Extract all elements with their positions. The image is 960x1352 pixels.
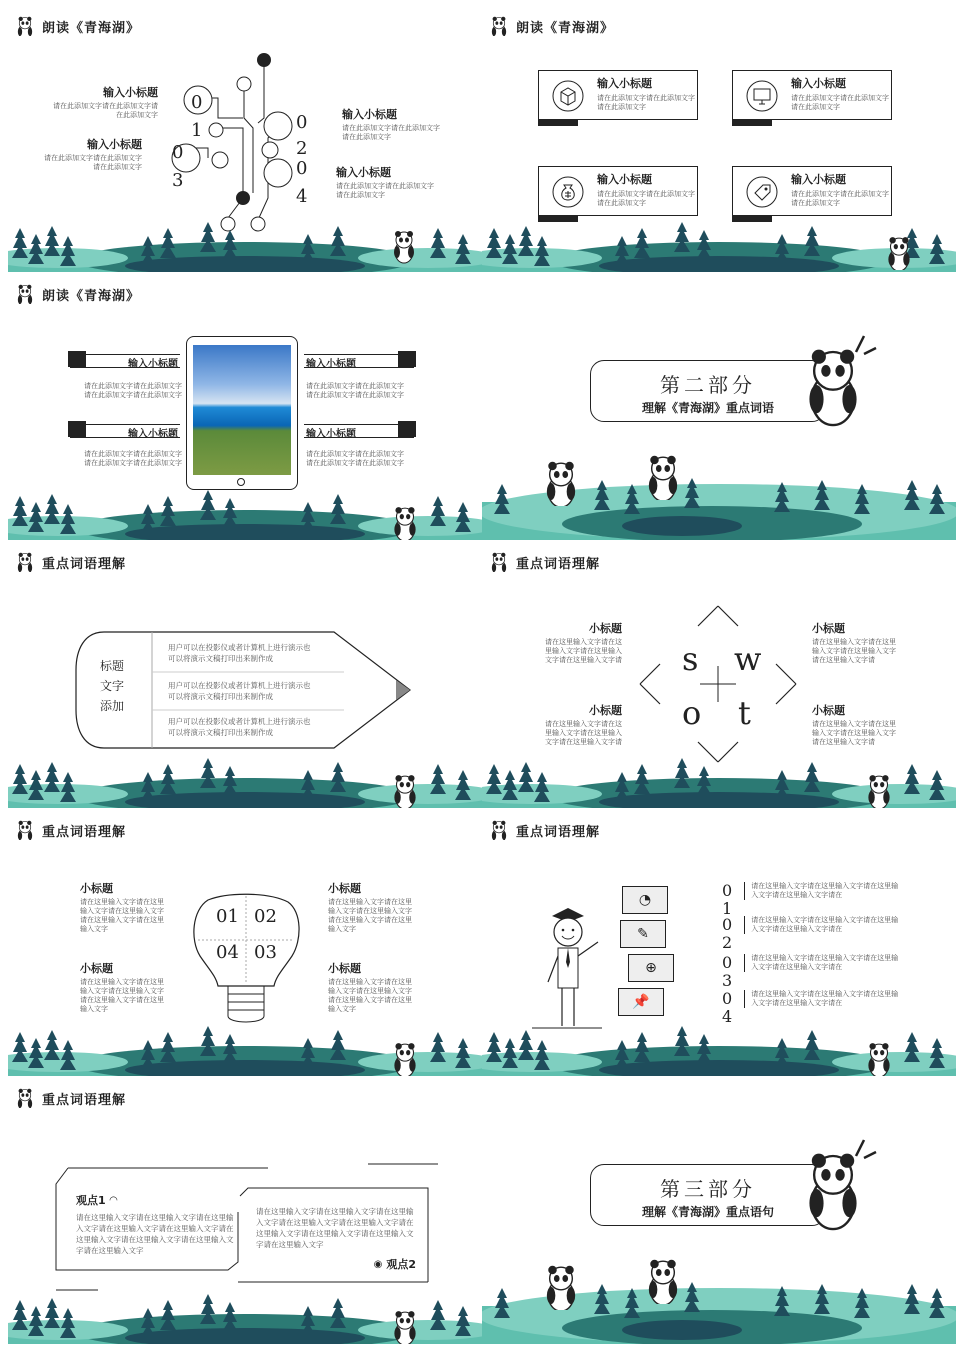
item-title: 小标题 <box>328 962 361 975</box>
list-item-4 <box>722 990 902 1026</box>
card-text: 请在此添加文字请在此添加文字请在此添加文字 <box>791 94 889 111</box>
item-text: 请在这里输入文字请在这里输入文字请在这里输入文字请在这里输入文字请 <box>545 638 622 664</box>
card-text: 请在此添加文字请在此添加文字请在此添加文字 <box>597 94 695 111</box>
pencil-icon: ✎ <box>637 926 649 942</box>
tag-icon <box>745 175 779 209</box>
panda-dancing <box>544 1264 578 1310</box>
section-card <box>590 1164 826 1226</box>
header-title: 重点词语理解 <box>42 556 127 572</box>
item-text: 请在此添加文字请在此添加文字请在此添加文字 <box>44 154 142 171</box>
item-title: 小标题 <box>80 962 113 975</box>
slide-header <box>488 552 600 572</box>
bulb-num-02: 02 <box>254 906 277 927</box>
card-1 <box>538 70 698 120</box>
slide-header <box>14 1088 126 1108</box>
pencil-row-3: 用户可以在投影仪或者计算机上进行演示也可以将演示文稿打印出来制作成 <box>168 717 311 737</box>
slide-7 <box>8 812 482 1076</box>
panda-icon <box>14 16 36 36</box>
pin-card <box>618 988 664 1016</box>
icon-stack <box>616 886 676 1026</box>
banner-text: 请在此添加文字请在此添加文字请在此添加文字请在此添加文字 <box>306 450 404 467</box>
banner-title: 输入小标题 <box>306 359 356 370</box>
num-01-a: 0 <box>191 92 203 113</box>
slide-6 <box>482 544 956 808</box>
viewpoint-1 <box>76 1192 236 1256</box>
slide-4 <box>482 276 956 540</box>
panda-icon <box>488 16 510 36</box>
section-title: 第三部分 <box>660 1177 756 1201</box>
banner-title: 输入小标题 <box>306 429 356 440</box>
item-text: 请在这里输入文字请在这里输入文字请在这里输入文字请在这里输入文字请在这里输入文字 <box>80 978 164 1013</box>
header-title: 朗读《青海湖》 <box>516 20 615 36</box>
section-card <box>590 360 826 422</box>
bulb-item-3 <box>80 960 166 1014</box>
panda-icon <box>14 1088 36 1108</box>
panda-mascot <box>392 774 418 808</box>
card-text: 请在此添加文字请在此添加文字请在此添加文字 <box>791 190 889 207</box>
globe-card <box>628 954 674 982</box>
exclaim-marks <box>850 332 880 362</box>
panda-standing <box>646 454 680 500</box>
card-title: 输入小标题 <box>791 77 846 90</box>
list-item-3 <box>722 954 902 990</box>
item-title: 小标题 <box>80 882 113 895</box>
bulb-item-1 <box>80 880 166 934</box>
swot-s: s <box>682 640 699 678</box>
slide-header <box>14 552 126 572</box>
swot-diamond <box>638 604 798 764</box>
slide-1 <box>8 8 482 272</box>
item-text: 请在此添加文字请在此添加文字请在此添加文字 <box>53 102 158 119</box>
section-title: 第二部分 <box>660 373 756 397</box>
panda-icon <box>14 820 36 840</box>
pencil-row-1: 用户可以在投影仪或者计算机上进行演示也可以将演示文稿打印出来制作成 <box>168 643 311 663</box>
bulb-num-01: 01 <box>216 906 239 927</box>
bulb-num-03: 03 <box>254 942 277 963</box>
card-text: 请在此添加文字请在此添加文字请在此添加文字 <box>597 190 695 207</box>
item-title: 小标题 <box>812 704 845 717</box>
slide-header <box>14 820 126 840</box>
viewpoint-2 <box>256 1206 416 1272</box>
item-title: 小标题 <box>589 704 622 717</box>
item-title: 小标题 <box>812 622 845 635</box>
item-text: 请在这里输入文字请在这里输入文字请在这里输入文字请在这里输入文字请 <box>812 638 896 664</box>
list-item-1 <box>722 882 902 918</box>
item-3 <box>342 106 442 142</box>
slide-3 <box>8 276 482 540</box>
panda-mascot <box>392 506 418 540</box>
rss-card <box>622 886 668 914</box>
num-02-a: 0 <box>296 112 308 133</box>
section-subtitle: 理解《青海湖》重点语句 <box>641 1205 774 1219</box>
panda-mascot <box>392 1310 418 1344</box>
list-text: 请在这里输入文字请在这里输入文字请在这里输入文字请在这里输入文字请在 <box>744 916 902 934</box>
list-item-2 <box>722 916 902 952</box>
slide-header <box>488 16 614 36</box>
swot-item-1 <box>540 620 622 665</box>
mouse-icon: ◉ <box>373 1258 383 1270</box>
home-button[interactable] <box>237 478 245 486</box>
swot-w: w <box>734 640 762 678</box>
card-4 <box>732 166 892 216</box>
slide-9 <box>8 1080 482 1344</box>
panda-icon <box>488 820 510 840</box>
tip-label <box>92 656 132 716</box>
cube-icon <box>551 79 585 113</box>
num-03-a: 0 <box>172 142 184 163</box>
lake-image <box>193 345 291 475</box>
panda-mascot <box>866 774 892 808</box>
panda-icon <box>14 552 36 572</box>
tip-line: 添加 <box>99 699 124 713</box>
list-text: 请在这里输入文字请在这里输入文字请在这里输入文字请在这里输入文字请在 <box>744 954 902 972</box>
list-num: 02 <box>722 915 733 952</box>
item-2 <box>38 136 142 172</box>
banner-text: 请在此添加文字请在此添加文字请在此添加文字请在此添加文字 <box>84 382 182 399</box>
bulb-num-04: 04 <box>216 942 239 963</box>
slide-header <box>14 284 140 304</box>
slide-2 <box>482 8 956 272</box>
panda-mascot <box>886 236 912 270</box>
viewpoint-text: 请在这里输入文字请在这里输入文字请在这里输入文字请在这里输入文字请在这里输入文字请在这里输入文字请在这里输入文字请在这里输入文字请在这里输入文字 <box>76 1213 234 1255</box>
slide-5 <box>8 544 482 808</box>
list-text: 请在这里输入文字请在这里输入文字请在这里输入文字请在这里输入文字请在 <box>744 990 902 1008</box>
banner-text: 请在此添加文字请在此添加文字请在此添加文字请在此添加文字 <box>306 382 404 399</box>
item-1 <box>48 84 158 120</box>
banner-1 <box>70 354 180 368</box>
wifi-icon: ◠ <box>109 1194 118 1206</box>
banner-title: 输入小标题 <box>128 359 178 370</box>
item-4 <box>336 164 436 200</box>
num-04-b: 4 <box>296 186 308 207</box>
num-03-b: 3 <box>172 170 184 191</box>
pencil-card <box>620 920 666 948</box>
num-01-b: 1 <box>191 120 203 141</box>
slide-10 <box>482 1080 956 1344</box>
header-title: 朗读《青海湖》 <box>42 20 141 36</box>
item-title: 输入小标题 <box>103 86 158 99</box>
panda-icon <box>488 552 510 572</box>
exclaim-marks <box>850 1136 880 1166</box>
header-title: 重点词语理解 <box>42 824 127 840</box>
panda-dancing <box>544 460 578 506</box>
header-title: 重点词语理解 <box>516 824 601 840</box>
viewpoint-text: 请在这里输入文字请在这里输入文字请在这里输入文字请在这里输入文字请在这里输入文字请在这里输入文字请在这里输入文字请在这里输入文字请在这里输入文字 <box>256 1207 414 1249</box>
card-3 <box>538 166 698 216</box>
swot-o: o <box>682 694 702 732</box>
item-text: 请在这里输入文字请在这里输入文字请在这里输入文字请在这里输入文字请在这里输入文字 <box>328 978 412 1013</box>
card-title: 输入小标题 <box>597 77 652 90</box>
tip-line: 标题 <box>99 659 124 673</box>
swot-item-4 <box>812 702 896 747</box>
swot-item-3 <box>540 702 622 747</box>
section-subtitle: 理解《青海湖》重点词语 <box>641 401 774 415</box>
forest-ground <box>482 222 956 272</box>
item-text: 请在此添加文字请在此添加文字请在此添加文字 <box>336 182 434 199</box>
tablet-frame <box>186 336 298 490</box>
list-text: 请在这里输入文字请在这里输入文字请在这里输入文字请在这里输入文字请在 <box>744 882 902 900</box>
item-text: 请在此添加文字请在此添加文字请在此添加文字 <box>342 124 440 141</box>
item-title: 小标题 <box>589 622 622 635</box>
ribbon <box>732 120 772 126</box>
slide-8 <box>482 812 956 1076</box>
banner-3 <box>304 354 414 368</box>
viewpoint-title: 观点1 <box>76 1194 106 1207</box>
monitor-icon <box>745 79 779 113</box>
slide-header <box>488 820 600 840</box>
swot-t: t <box>738 694 751 732</box>
item-text: 请在这里输入文字请在这里输入文字请在这里输入文字请在这里输入文字请在这里输入文字 <box>328 898 412 933</box>
lightbulb-shape <box>188 890 304 1030</box>
list-num: 03 <box>722 953 733 990</box>
ribbon <box>538 120 578 126</box>
pencil-row-2: 用户可以在投影仪或者计算机上进行演示也可以将演示文稿打印出来制作成 <box>168 681 311 701</box>
header-title: 重点词语理解 <box>516 556 601 572</box>
item-text: 请在这里输入文字请在这里输入文字请在这里输入文字请在这里输入文字请 <box>812 720 896 746</box>
card-title: 输入小标题 <box>597 173 652 186</box>
item-text: 请在这里输入文字请在这里输入文字请在这里输入文字请在这里输入文字请 <box>545 720 622 746</box>
item-title: 输入小标题 <box>342 108 397 121</box>
bulb-item-2 <box>328 880 414 934</box>
slide-header <box>14 16 140 36</box>
viewpoint-title: 观点2 <box>386 1258 416 1271</box>
globe-icon: ⊕ <box>645 960 657 976</box>
header-title: 重点词语理解 <box>42 1092 127 1108</box>
panda-standing <box>646 1258 680 1304</box>
item-title: 输入小标题 <box>336 166 391 179</box>
banner-2 <box>70 424 180 438</box>
pushpin-icon: 📌 <box>632 994 650 1010</box>
tip-line: 文字 <box>99 679 124 693</box>
money-bag-icon <box>551 175 585 209</box>
num-02-b: 2 <box>296 138 308 159</box>
item-text: 请在这里输入文字请在这里输入文字请在这里输入文字请在这里输入文字请在这里输入文字 <box>80 898 164 933</box>
forest-ground <box>8 222 482 272</box>
card-title: 输入小标题 <box>791 173 846 186</box>
bulb-item-4 <box>328 960 414 1014</box>
item-title: 小标题 <box>328 882 361 895</box>
header-title: 朗读《青海湖》 <box>42 288 141 304</box>
panda-icon <box>14 284 36 304</box>
item-title: 输入小标题 <box>87 138 142 151</box>
card-2 <box>732 70 892 120</box>
banner-text: 请在此添加文字请在此添加文字请在此添加文字请在此添加文字 <box>84 450 182 467</box>
rss-icon: ◔ <box>638 892 652 908</box>
swot-item-2 <box>812 620 896 665</box>
teacher-figure <box>532 902 612 1032</box>
banner-title: 输入小标题 <box>128 429 178 440</box>
panda-mascot <box>866 1042 892 1076</box>
list-num: 04 <box>722 989 733 1026</box>
panda-mascot <box>392 1042 418 1076</box>
num-04-a: 0 <box>296 158 308 179</box>
list-num: 01 <box>722 881 733 918</box>
banner-4 <box>304 424 414 438</box>
